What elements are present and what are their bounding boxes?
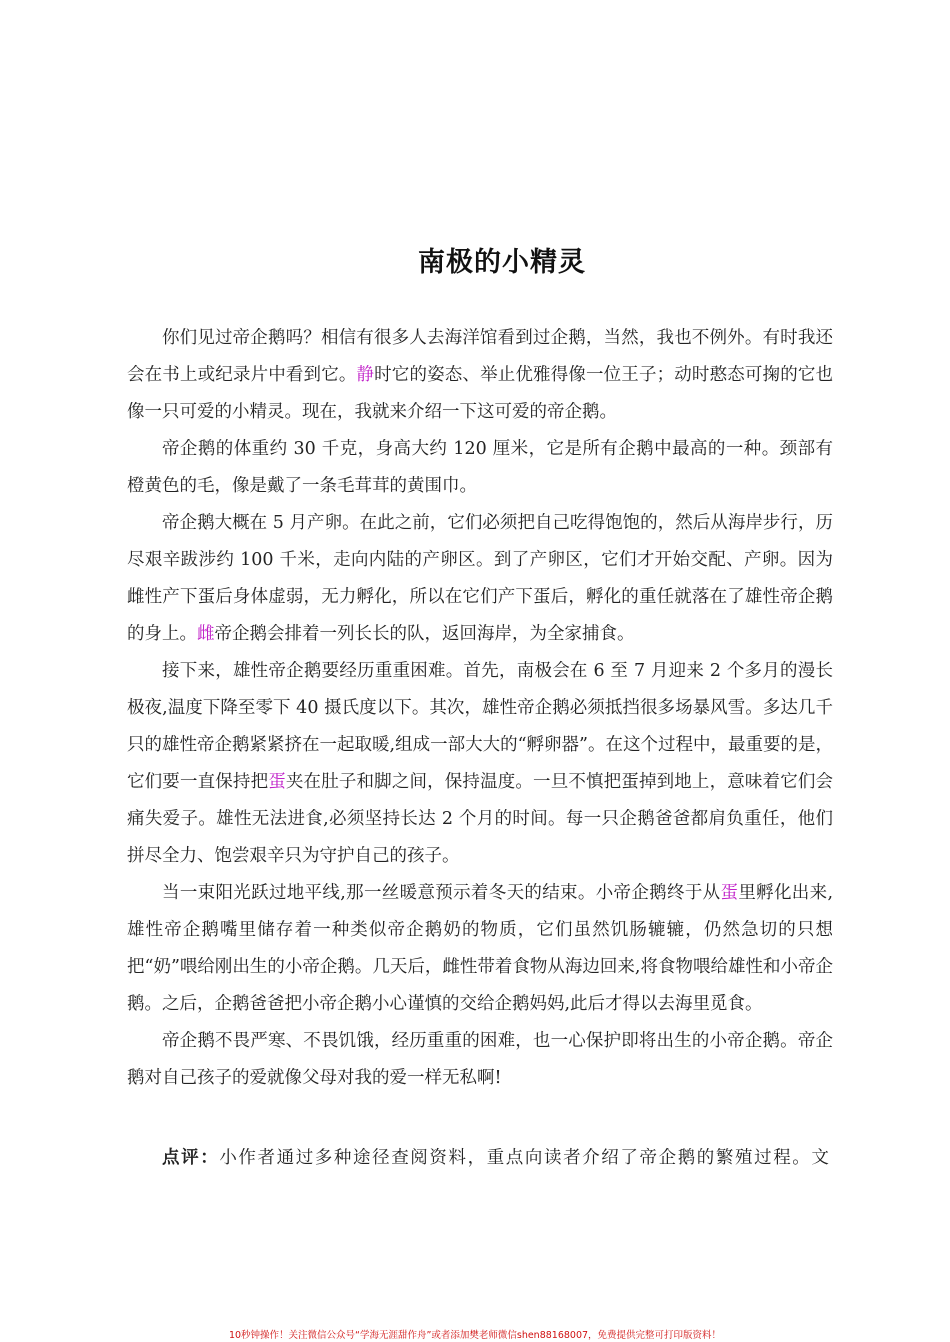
paragraph-text: 时它的姿态、举止优雅得像一位王子；动时憨态可掬的它也像一只可爱的小精灵。现在，我就来介绍一下这可爱的帝企鹅。 (127, 365, 834, 422)
highlighted-text: 静 (356, 365, 375, 385)
page-title: 南极的小精灵 (418, 247, 586, 279)
paragraph-text: 帝企鹅会排着一列长长的队，返回海岸，为全家捕食。 (214, 624, 635, 644)
paragraph-text: 里孵化出来,雄性帝企鹅嘴里储存着一种类似帝企鹅奶的物质，它们虽然饥肠辘辘，仍然急切的只想把“奶”喂给刚出生的小帝企鹅。几天后，雌性带着食物从海边回来,将食物喂给雄性和小帝企鹅。之后，企鹅爸爸把小帝企鹅小心谨慎的交给企鹅妈妈,此后才得以去海里觅食。 (127, 883, 834, 1014)
highlighted-text: 蛋 (720, 883, 739, 903)
footer-notice: 10秒钟操作！关注微信公众号“学海无涯甜作舟”或者添加樊老师微信shen88168007，免费提供完整可打印版资料！ (228, 1330, 722, 1341)
paragraph-text: 当一束阳光跃过地平线,那一丝暖意预示着冬天的结束。小帝企鹅终于从 (162, 883, 721, 903)
paragraph-text: 你们见过帝企鹅吗？相信有很多人去海洋馆看到过企鹅，当然，我也不例外。有时我还会在书上或纪录片中看到它。 (127, 328, 833, 385)
comment-paragraph (127, 1140, 833, 1177)
highlighted-text: 蛋 (268, 772, 286, 792)
comment-text: 小作者通过多种途径查阅资料，重点向读者介绍了帝企鹅的繁殖过程。文 (219, 1148, 831, 1168)
paragraph (127, 505, 833, 653)
comment-label: 点评： (162, 1148, 220, 1168)
paragraph (127, 653, 833, 875)
paragraph-text: 帝企鹅不畏严寒、不畏饥饿，经历重重的困难，也一心保护即将出生的小帝企鹅。帝企鹅对自己孩子的爱就像父母对我的爱一样无私啊! (127, 1031, 833, 1088)
paragraph (127, 1023, 833, 1097)
highlighted-text: 雌 (197, 624, 215, 644)
paragraph (127, 431, 833, 505)
paragraph (127, 320, 833, 431)
paragraph-text: 帝企鹅的体重约 30 千克，身高大约 120 厘米，它是所有企鹅中最高的一种。颈部有橙黄色的毛，像是戴了一条毛茸茸的黄围巾。 (127, 439, 833, 496)
article-body (127, 320, 833, 1097)
paragraph (127, 875, 833, 1023)
paragraph-text: 夹在肚子和脚之间，保持温度。一旦不慎把蛋掉到地上，意味着它们会痛失爱子。雄性无法进食,必须坚持长达 2 个月的时间。每一只企鹅爸爸都肩负重任，他们拼尽全力、饱尝艰辛只为守护自己的孩子。 (127, 772, 834, 866)
paragraph-text: 帝企鹅大概在 5 月产卵。在此之前，它们必须把自己吃得饱饱的，然后从海岸步行，历尽艰辛跋涉约 100 千米，走向内陆的产卵区。到了产卵区，它们才开始交配、产卵。因为雌性产下蛋后身体虚弱，无力孵化，所以在它们产下蛋后，孵化的重任就落在了雄性帝企鹅的身上。 (127, 513, 833, 644)
paragraph-text: 接下来，雄性帝企鹅要经历重重困难。首先，南极会在 6 至 7 月迎来 2 个多月的漫长极夜,温度下降至零下 40 摄氏度以下。其次，雄性帝企鹅必须抵挡很多场暴风雪。多达几千只的雄性帝企鹅紧紧挤在一起取暖,组成一部大大的“孵卵器”。在这个过程中，最重要的是，它们要一直保持把 (127, 661, 833, 792)
